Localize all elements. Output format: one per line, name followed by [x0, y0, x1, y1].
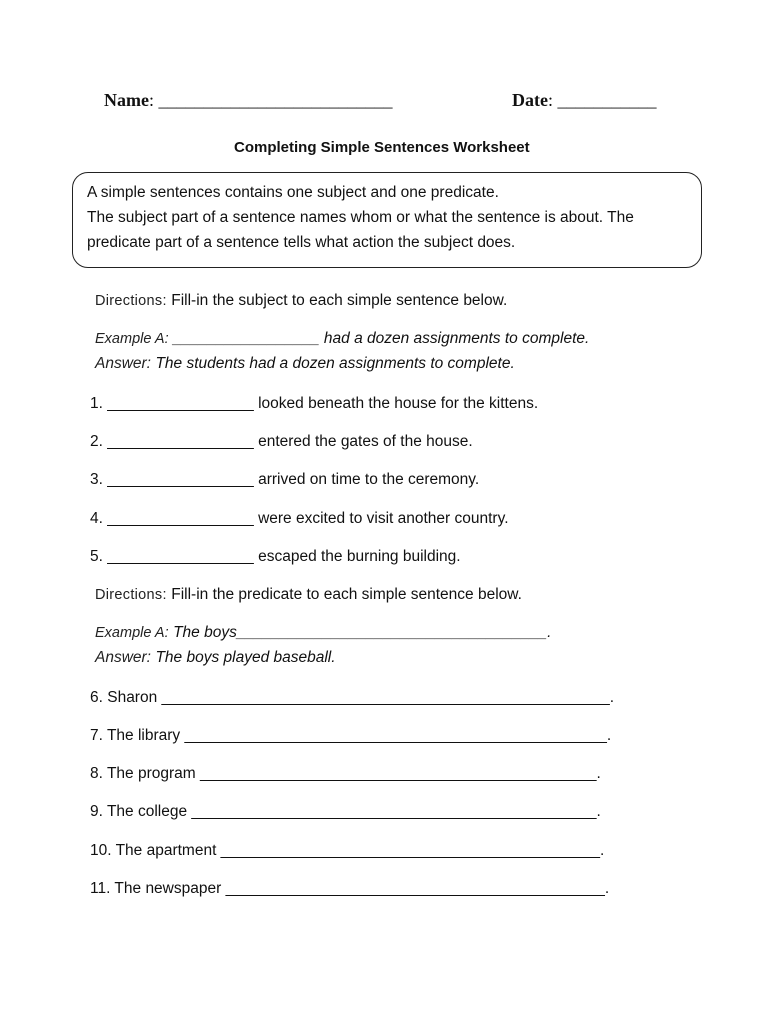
question-item[interactable]: 10. The apartment ____________________________________________. — [90, 842, 605, 859]
question-item[interactable]: 3. _________________ arrived on time to the ceremony. — [90, 471, 480, 488]
answer-label: Answer: — [95, 355, 151, 372]
question-item[interactable]: 6. Sharon ____________________________________________________. — [90, 689, 615, 706]
directions-text: Fill-in the subject to each simple sentence below. — [171, 292, 508, 309]
section1-example — [95, 330, 589, 348]
directions-label: Directions: — [95, 587, 167, 603]
name-label: Name — [104, 90, 149, 110]
date-field — [512, 90, 657, 111]
intro-line: predicate part of a sentence tells what action the subject does. — [87, 234, 516, 251]
question-item[interactable]: 2. _________________ entered the gates of the house. — [90, 433, 473, 450]
question-item[interactable]: 8. The program ______________________________________________. — [90, 765, 601, 782]
question-item[interactable]: 9. The college _______________________________________________. — [90, 803, 601, 820]
directions-text: Fill-in the predicate to each simple sentence below. — [171, 586, 522, 603]
question-item[interactable]: 1. _________________ looked beneath the house for the kittens. — [90, 395, 539, 412]
date-label: Date — [512, 90, 548, 110]
intro-line: A simple sentences contains one subject and one predicate. — [87, 184, 499, 201]
directions-label: Directions: — [95, 293, 167, 309]
intro-line: The subject part of a sentence names whom or what the sentence is about. The — [87, 209, 634, 226]
intro-box — [72, 172, 702, 268]
section1-directions — [95, 292, 507, 310]
section2-example — [95, 624, 551, 642]
question-item[interactable]: 4. _________________ were excited to visit another country. — [90, 510, 509, 527]
question-item[interactable]: 5. _________________ escaped the burning building. — [90, 548, 461, 565]
section1-answer — [95, 355, 515, 373]
example-label: Example A: — [95, 625, 169, 641]
worksheet-title: Completing Simple Sentences Worksheet — [234, 139, 530, 156]
example-text: The boys____________________________________. — [173, 624, 552, 641]
example-label: Example A: — [95, 331, 169, 347]
name-blank[interactable]: : __________________________ — [148, 90, 393, 110]
answer-label: Answer: — [95, 649, 151, 666]
name-field — [104, 90, 393, 111]
answer-text: The students had a dozen assignments to complete. — [155, 355, 515, 372]
answer-text: The boys played baseball. — [155, 649, 336, 666]
example-text: _________________ had a dozen assignments to complete. — [173, 330, 590, 347]
section2-directions — [95, 586, 522, 604]
question-item[interactable]: 11. The newspaper ____________________________________________. — [90, 880, 610, 897]
section2-answer — [95, 649, 336, 667]
date-blank[interactable]: : ___________ — [547, 90, 657, 110]
question-item[interactable]: 7. The library _________________________________________________. — [90, 727, 612, 744]
